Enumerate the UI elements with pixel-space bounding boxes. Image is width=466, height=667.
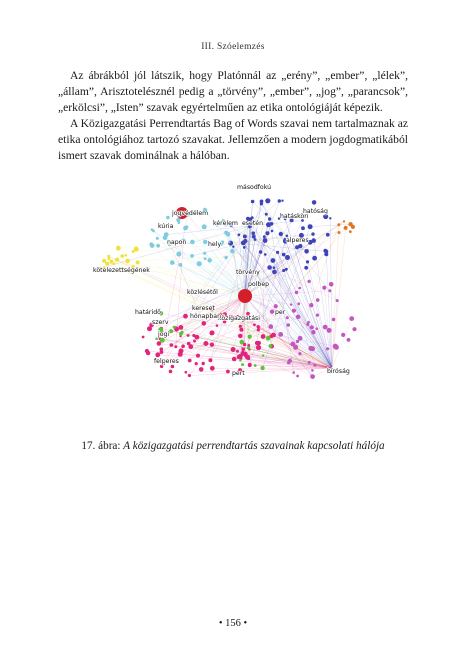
network-hub-node xyxy=(238,289,252,303)
network-node xyxy=(308,361,311,364)
network-node xyxy=(274,304,278,308)
network-node xyxy=(228,241,230,243)
network-node xyxy=(251,200,255,204)
network-node xyxy=(196,354,200,358)
network-node xyxy=(262,354,264,356)
network-node xyxy=(316,327,319,330)
network-node xyxy=(195,335,200,340)
network-node xyxy=(174,345,177,348)
network-node xyxy=(245,355,250,360)
network-node xyxy=(243,246,246,249)
node-label-torveny: törvény xyxy=(236,269,260,276)
network-node xyxy=(252,231,256,235)
network-node xyxy=(231,347,236,352)
network-node xyxy=(311,232,314,235)
network-node xyxy=(253,323,256,326)
network-node xyxy=(306,260,309,263)
node-label-hatosag: hatóság xyxy=(303,208,328,215)
network-node xyxy=(266,222,271,227)
network-node xyxy=(269,344,273,348)
network-node xyxy=(296,340,299,343)
network-node xyxy=(265,213,268,216)
network-node xyxy=(230,249,235,254)
network-node xyxy=(241,347,245,351)
network-node xyxy=(316,298,320,302)
network-node xyxy=(247,346,250,349)
node-label-napon: napon xyxy=(167,239,187,246)
network-node xyxy=(316,314,319,317)
paragraph-2: A Közigazgatási Perrendtartás Bag of Words szavai nem tartalmaznak az etika ontológiához tartozó szavakat. Jellemzően a modern jogdogmatikából ismert szavak dominálnak a hálóban. xyxy=(58,117,408,163)
network-node xyxy=(260,200,264,204)
network-node xyxy=(298,287,301,290)
network-node xyxy=(257,328,260,331)
node-label-alperes: alperes xyxy=(286,237,309,244)
network-node xyxy=(296,375,299,378)
network-node xyxy=(278,199,281,202)
network-node xyxy=(120,254,124,258)
paragraph-1: Az ábrákból jól látszik, hogy Platónnál az „erény”, „ember”, „lélek”, „állam”, Arisztotelésznél pedig a „törvény”, „ember”, „jog”, „parancsok”, „erkölcsi”, „Isten” szavak egyértelműen az etika ontológiáját képezik. xyxy=(58,69,408,115)
network-node xyxy=(266,231,270,235)
network-node xyxy=(239,359,242,362)
network-node xyxy=(261,334,266,339)
network-node xyxy=(292,371,295,374)
node-label-honapban: hónapban xyxy=(190,313,221,320)
network-node xyxy=(269,324,274,329)
network-node xyxy=(252,235,256,239)
network-node xyxy=(216,324,219,327)
network-node xyxy=(210,330,215,335)
network-node xyxy=(347,338,351,342)
network-node xyxy=(326,347,329,350)
node-label-hatarido: határidő xyxy=(135,309,161,316)
network-node xyxy=(195,362,198,365)
network-node xyxy=(271,230,274,233)
node-label-kuria: kúria xyxy=(158,223,174,230)
network-node xyxy=(308,224,313,229)
network-node xyxy=(202,224,207,229)
network-node xyxy=(270,310,274,314)
network-node xyxy=(202,362,205,365)
network-node xyxy=(286,323,290,327)
network-node xyxy=(292,309,296,313)
network-node xyxy=(290,303,292,305)
node-label-kereset: kereset xyxy=(192,305,215,312)
network-node xyxy=(257,325,260,328)
network-edges xyxy=(104,201,352,377)
network-node xyxy=(281,200,283,202)
node-label-hataskori: hatásköri xyxy=(280,213,309,220)
network-node xyxy=(238,233,241,236)
node-label-kozlesetol: közlésétől xyxy=(187,289,218,296)
node-label-birosag: bíróság xyxy=(327,368,350,375)
node-label-kotelezettsegenek: kötelezettségének xyxy=(93,267,150,274)
network-node xyxy=(156,237,159,240)
network-node xyxy=(151,228,154,231)
network-node xyxy=(185,225,188,228)
network-node xyxy=(204,257,207,260)
network-node xyxy=(278,332,283,337)
node-label-eseten: esetén xyxy=(242,220,263,227)
network-node xyxy=(349,230,352,233)
page-number xyxy=(0,618,466,629)
network-node xyxy=(326,233,330,237)
network-node xyxy=(203,341,208,346)
network-node xyxy=(248,335,252,339)
network-edge xyxy=(262,201,333,368)
network-node xyxy=(248,363,252,367)
network-node xyxy=(243,235,247,239)
network-node xyxy=(308,346,313,351)
node-label-felperes: felperes xyxy=(154,358,179,365)
network-node xyxy=(236,350,239,353)
network-node xyxy=(160,338,165,343)
network-node xyxy=(327,328,332,333)
network-node xyxy=(232,246,234,248)
network-node xyxy=(197,261,202,266)
network-node xyxy=(309,303,313,307)
running-header xyxy=(0,42,466,52)
figure-caption xyxy=(0,440,466,452)
network-node xyxy=(102,259,106,263)
network-node xyxy=(323,325,328,330)
network-node xyxy=(312,256,317,261)
network-node xyxy=(179,263,183,267)
network-node xyxy=(113,262,116,265)
network-node xyxy=(232,357,237,362)
network-node xyxy=(203,252,206,255)
network-node xyxy=(293,345,298,350)
network-node xyxy=(256,345,261,350)
network-node xyxy=(178,221,181,224)
network-node xyxy=(311,369,314,372)
network-node xyxy=(332,318,336,322)
network-node xyxy=(271,258,276,263)
network-node xyxy=(338,231,341,234)
network-node xyxy=(312,200,317,205)
network-node xyxy=(226,370,230,374)
network-node xyxy=(336,299,339,302)
network-node xyxy=(344,226,348,230)
network-node xyxy=(324,252,328,256)
network-node xyxy=(337,223,340,226)
network-node xyxy=(171,365,175,369)
network-node xyxy=(273,266,276,269)
network-node xyxy=(208,358,212,362)
network-node xyxy=(239,328,243,332)
network-node xyxy=(295,245,299,249)
network-node xyxy=(310,325,314,329)
network-node xyxy=(349,316,354,321)
network-node xyxy=(251,216,254,219)
network-node xyxy=(208,258,212,262)
network-node xyxy=(156,244,160,248)
network-node xyxy=(210,343,214,347)
network-node xyxy=(259,250,263,254)
network-node xyxy=(334,345,339,350)
network-edge xyxy=(332,319,352,368)
network-node xyxy=(188,374,191,377)
network-node xyxy=(329,217,331,219)
network-node xyxy=(125,259,130,264)
node-label-jogvedelem: jogvédelem xyxy=(172,210,209,217)
node-label-hely: hely xyxy=(208,241,222,248)
caption-number: 17. ábra: xyxy=(81,440,121,452)
network-node xyxy=(301,226,305,230)
network-node xyxy=(202,321,207,326)
network-node xyxy=(183,314,188,319)
network-node xyxy=(187,334,190,337)
network-node xyxy=(264,253,267,256)
network-node xyxy=(221,240,224,243)
network-node xyxy=(254,364,257,367)
node-label-szerv: szerv xyxy=(152,319,169,326)
network-node xyxy=(272,270,277,275)
network-node xyxy=(263,235,266,238)
network-node xyxy=(160,350,164,354)
network-node xyxy=(297,302,300,305)
network-node xyxy=(307,280,310,283)
network-node xyxy=(179,325,184,330)
network-node xyxy=(173,326,176,329)
network-node xyxy=(341,333,345,337)
network-node xyxy=(329,282,334,287)
network-node xyxy=(185,371,188,374)
network-node xyxy=(224,256,227,259)
network-node xyxy=(147,326,152,331)
network-node xyxy=(125,254,128,257)
network-node xyxy=(285,255,290,260)
network-node xyxy=(260,366,264,370)
network-node xyxy=(142,336,145,339)
network-node xyxy=(240,340,245,345)
network-node xyxy=(166,216,170,220)
page-number-text: • 156 • xyxy=(218,618,248,629)
network-node xyxy=(239,325,242,328)
network-node xyxy=(241,363,244,366)
network-node xyxy=(310,374,315,379)
network-node xyxy=(224,231,228,235)
network-node xyxy=(199,367,204,372)
network-node xyxy=(295,291,299,295)
network-node xyxy=(307,321,310,324)
network-node xyxy=(145,349,149,353)
network-node xyxy=(156,354,159,357)
network-node xyxy=(267,265,272,270)
network-node xyxy=(203,240,207,244)
network-node xyxy=(328,289,331,292)
network-node xyxy=(255,341,259,345)
network-graph xyxy=(90,178,380,408)
network-node xyxy=(322,286,326,290)
network-node xyxy=(343,220,345,222)
network-node xyxy=(107,255,110,258)
network-node xyxy=(115,258,119,262)
network-node xyxy=(116,246,121,251)
network-node xyxy=(210,366,215,371)
network-node xyxy=(176,252,181,257)
network-node xyxy=(105,262,109,266)
node-label-polbep: polbep xyxy=(248,281,270,288)
body-text xyxy=(58,68,408,165)
network-node xyxy=(190,240,195,245)
network-node xyxy=(188,359,192,363)
network-node xyxy=(268,217,271,220)
network-node xyxy=(287,361,290,364)
network-node xyxy=(190,254,194,258)
network-node xyxy=(311,330,315,334)
network-node xyxy=(265,198,270,203)
caption-text: A közigazgatási perrendtartás szavainak kapcsolati hálója xyxy=(123,440,385,452)
network-node xyxy=(136,261,140,265)
network-node xyxy=(285,268,288,271)
network-node xyxy=(282,253,286,257)
network-node xyxy=(170,343,174,347)
network-node xyxy=(160,365,163,368)
network-node xyxy=(181,331,184,334)
network-node xyxy=(304,266,308,270)
network-node xyxy=(313,364,316,367)
node-label-per: per xyxy=(275,309,286,316)
node-label-kerelem: kérelem xyxy=(213,220,238,227)
network-node xyxy=(304,249,309,254)
network-node xyxy=(276,251,279,254)
network-node xyxy=(238,334,243,339)
network-node xyxy=(352,327,356,331)
network-node xyxy=(263,238,268,243)
node-label-kozigazgatasi: közigazgatási xyxy=(218,315,260,322)
running-title: III. Szóelemzés xyxy=(201,42,265,52)
network-node xyxy=(169,329,173,333)
network-node xyxy=(238,354,243,359)
network-node xyxy=(298,352,301,355)
network-node xyxy=(149,242,153,246)
network-figure xyxy=(90,178,380,408)
network-node xyxy=(187,342,191,346)
node-label-jogi: jogi xyxy=(158,331,170,338)
network-node xyxy=(266,336,271,341)
network-node xyxy=(178,352,183,357)
network-node xyxy=(351,225,355,229)
node-label-masodfoku: másodfokú xyxy=(237,184,272,191)
node-label-pert: pert xyxy=(232,370,245,377)
network-node xyxy=(170,260,175,265)
network-node xyxy=(134,247,139,252)
network-node xyxy=(193,340,196,343)
network-node xyxy=(110,260,114,264)
network-node xyxy=(243,239,247,243)
network-node xyxy=(254,238,257,241)
network-node xyxy=(169,370,173,374)
network-node xyxy=(181,344,185,348)
network-node xyxy=(296,315,301,320)
network-node xyxy=(279,232,283,236)
network-node xyxy=(286,316,289,319)
